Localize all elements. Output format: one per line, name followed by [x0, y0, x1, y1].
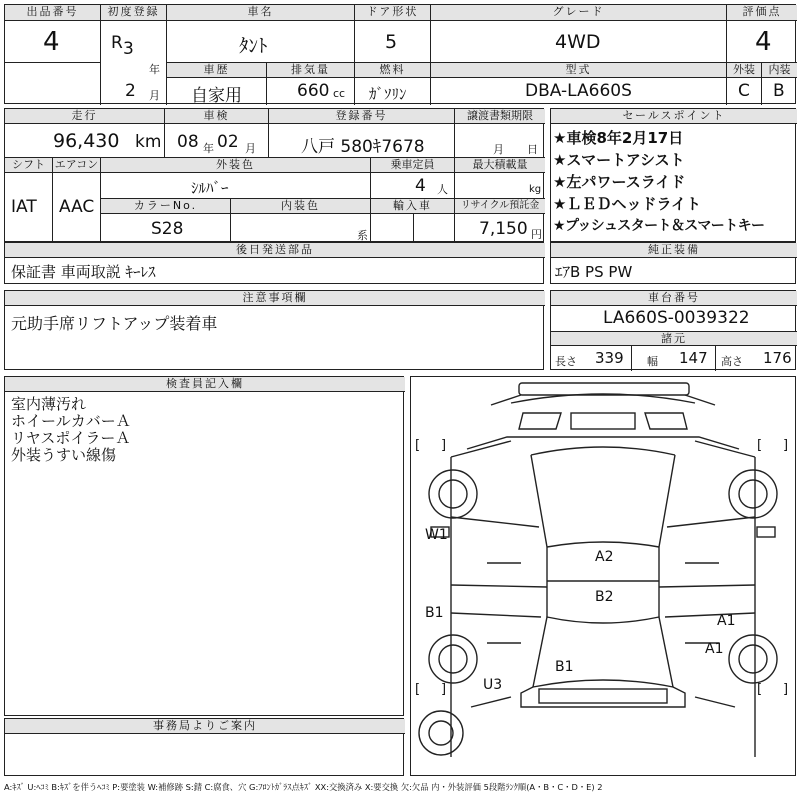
- first-reg-label: 初度登録: [101, 5, 167, 21]
- front-pillars: [451, 441, 755, 457]
- model: DBA-LA660S: [525, 81, 632, 101]
- rear-right-wheel: [729, 635, 777, 683]
- ext-color-cell: [101, 173, 371, 199]
- svg-text:[: [: [415, 438, 421, 453]
- damage-mark: B1: [425, 605, 444, 621]
- history-label: 車歴: [167, 63, 267, 78]
- inspector-line: 室内薄汚れ: [11, 395, 87, 413]
- transfer-cell: [455, 124, 545, 158]
- model-cell: [431, 78, 727, 105]
- aircon-label: エアコン: [53, 158, 101, 173]
- aircon: AAC: [59, 197, 95, 217]
- spec-divider-1: [631, 346, 632, 371]
- front-grille: [571, 413, 635, 429]
- shift: IAT: [11, 197, 37, 217]
- ext-color: ｼﾙﾊﾞｰ: [191, 179, 229, 197]
- svg-text:]: ]: [441, 682, 447, 697]
- history-cell: [167, 78, 267, 105]
- load-cell: [455, 173, 545, 199]
- office-box: [4, 718, 404, 776]
- lot-blank-cell: [5, 63, 101, 105]
- door-divider: [451, 585, 755, 587]
- displacement-cell: [267, 78, 355, 105]
- capacity-unit: 人: [437, 183, 448, 196]
- right-headlight: [645, 413, 687, 429]
- transfer-label: 譲渡書類期限: [455, 109, 545, 124]
- rear-left-wheel: [429, 635, 477, 683]
- recycle-cell: [455, 214, 545, 243]
- svg-text:]: ]: [783, 438, 789, 453]
- car-name-label: 車名: [167, 5, 355, 21]
- doors-cell: [355, 21, 431, 63]
- width-value: 147: [679, 349, 708, 367]
- notes-box: [4, 290, 544, 370]
- mileage-label: 走行: [5, 109, 165, 124]
- inspection-year-unit: 年: [203, 142, 214, 155]
- fuel-cell: [355, 78, 431, 105]
- windshield-bottom: [547, 542, 659, 547]
- left-headlight: [519, 413, 561, 429]
- front-bumper: [519, 383, 689, 395]
- era: R: [111, 33, 123, 53]
- body-outline-sides: [451, 457, 755, 757]
- chassis-box: [550, 290, 796, 370]
- inspection-month-unit: 月: [245, 142, 256, 155]
- grade: 4WD: [555, 31, 601, 53]
- reg-number: 八戸 580ｷ7678: [301, 137, 425, 157]
- reg-month: 2: [125, 81, 136, 101]
- notes-title: 注意事項欄: [5, 291, 545, 306]
- reg-number-cell: [269, 124, 455, 158]
- damage-mark: A1: [705, 641, 724, 657]
- inspection-month: 02: [217, 132, 239, 152]
- reg-number-label: 登録番号: [269, 109, 455, 124]
- int-color-unit: 系: [357, 229, 368, 242]
- inspector-line: 外装うすい線傷: [11, 446, 117, 464]
- sales-point: ★車検8年2月17日: [553, 129, 684, 147]
- right-mirror: [757, 527, 775, 537]
- sales-point: ★ＬＥＤヘッドライト: [553, 195, 701, 213]
- score-cell: [727, 21, 797, 63]
- length-label: 長さ: [555, 355, 577, 368]
- office-title: 事務局よりご案内: [5, 719, 405, 734]
- front-right-wheel: [729, 470, 777, 518]
- mileage-unit: km: [135, 132, 162, 152]
- inspection-label: 車検: [165, 109, 269, 124]
- fuel: ｶﾞｿﾘﾝ: [369, 85, 407, 103]
- grade-label: グレード: [431, 5, 727, 21]
- model-label: 型式: [431, 63, 727, 78]
- grade-cell: [431, 21, 727, 63]
- exterior-grade: C: [738, 81, 750, 101]
- import-label: 輸入車: [371, 199, 455, 214]
- rear-window: [533, 617, 673, 687]
- inspection-year: 08: [177, 132, 199, 152]
- history: 自家用: [191, 86, 242, 106]
- sales-points-title: セールスポイント: [551, 109, 797, 124]
- lot-label: 出品番号: [5, 5, 101, 21]
- damage-mark: B1: [555, 659, 574, 675]
- sales-point: ★スマートアシスト: [553, 151, 685, 169]
- aircon-cell: [53, 173, 101, 243]
- recycle-label: リサイクル預託金: [455, 199, 545, 214]
- score-label: 評価点: [727, 5, 797, 21]
- first-reg-cell: [101, 21, 167, 105]
- capacity-label: 乗車定員: [371, 158, 455, 173]
- shift-cell: [5, 173, 53, 243]
- chassis-title: 車台番号: [551, 291, 797, 306]
- displacement-label: 排気量: [267, 63, 355, 78]
- height-label: 高さ: [721, 355, 743, 368]
- car-name: ﾀﾝﾄ: [239, 35, 268, 57]
- inspector-line: リヤスポイラーＡ: [11, 429, 131, 447]
- svg-text:[: [: [415, 682, 421, 697]
- transfer-day-unit: 日: [527, 143, 538, 156]
- load-unit: kg: [529, 184, 542, 195]
- header-block: [4, 4, 796, 104]
- load-label: 最大積載量: [455, 158, 545, 173]
- car-diagram: [410, 376, 796, 776]
- month-unit: 月: [149, 89, 160, 102]
- year-unit: 年: [149, 63, 160, 76]
- fuel-label: 燃料: [355, 63, 431, 78]
- color-no-cell: [101, 214, 231, 243]
- sales-point: ★プッシュスタート＆スマートキー: [553, 218, 765, 234]
- sales-points-box: [550, 108, 796, 242]
- door-label: ドア形状: [355, 5, 431, 21]
- import-cell: [371, 214, 455, 243]
- rear-bumper: [539, 689, 667, 703]
- width-label: 幅: [647, 355, 658, 368]
- displacement: 660: [297, 81, 330, 101]
- int-color-label: 内装色: [231, 199, 371, 214]
- sales-point: ★左パワースライド: [553, 173, 686, 191]
- interior-grade-cell: [762, 78, 797, 105]
- exterior-grade-cell: [727, 78, 762, 105]
- inspector-box: [4, 376, 404, 716]
- int-color-cell: [231, 214, 371, 243]
- legend: A:ｷｽﾞ U:ﾍｺﾐ B:ｷｽﾞを伴うﾍｺﾐ P:要塗装 W:補修跡 S:錆 C:腐食、穴 G:ﾌﾛﾝﾄｶﾞﾗｽ点ｷｽﾞ XX:交換済み X:要交換 欠:欠品 内・外装評価 5段階ﾗﾝｸ順(A・B・C・D・E) 2: [4, 782, 603, 792]
- mileage-cell: [5, 124, 165, 158]
- exterior-grade-label: 外装: [727, 63, 762, 78]
- rear-corners: [471, 697, 735, 707]
- genuine-box: [550, 242, 796, 284]
- import-divider: [413, 214, 414, 243]
- later-parts-box: [4, 242, 544, 284]
- later-parts-value: 保証書 車両取説 ｷｰﾚｽ: [11, 263, 156, 281]
- bracket-marks: [415, 438, 788, 697]
- damage-mark: B2: [595, 589, 614, 605]
- windshield-sides: [531, 455, 675, 547]
- color-no: S28: [151, 219, 184, 239]
- score: 4: [755, 27, 772, 57]
- transfer-month-unit: 月: [493, 143, 504, 156]
- front-door-top: [451, 517, 755, 527]
- interior-grade: B: [773, 81, 785, 101]
- damage-mark: U3: [483, 677, 503, 693]
- sales-points-list: [553, 127, 764, 237]
- svg-text:]: ]: [441, 438, 447, 453]
- windshield-top: [531, 447, 675, 455]
- inspector-title: 検査員記入欄: [5, 377, 405, 392]
- spare-left-wheel: [419, 711, 463, 755]
- length-value: 339: [595, 349, 624, 367]
- car-diagram-svg: [411, 377, 795, 775]
- svg-text:[: [: [757, 682, 763, 697]
- reg-year: 3: [123, 39, 134, 59]
- front-left-wheel: [429, 470, 477, 518]
- chassis-number: LA660S-0039322: [603, 308, 750, 328]
- color-no-label: カラーNo.: [101, 199, 231, 214]
- damage-mark: W1: [425, 527, 448, 543]
- genuine-title: 純正装備: [551, 243, 797, 258]
- svg-text:]: ]: [783, 682, 789, 697]
- ext-color-label: 外装色: [101, 158, 371, 173]
- recycle-unit: 円: [531, 228, 542, 241]
- rear-hatch: [521, 687, 685, 707]
- notes-value: 元助手席リフトアップ装着車: [11, 314, 218, 333]
- later-parts-title: 後日発送部品: [5, 243, 545, 258]
- spec-title: 諸元: [551, 331, 797, 346]
- inspector-line: ホイールカバーＡ: [11, 412, 131, 430]
- damage-mark: A1: [717, 613, 736, 629]
- genuine-value: ｴｱB PS PW: [555, 263, 633, 281]
- inspector-notes: [11, 396, 131, 464]
- inspection-cell: [165, 124, 269, 158]
- height-value: 176: [763, 349, 792, 367]
- doors: 5: [385, 31, 398, 53]
- svg-text:[: [: [757, 438, 763, 453]
- recycle: 7,150: [479, 219, 528, 239]
- lot-number-cell: [5, 21, 101, 63]
- lot-number: 4: [43, 27, 60, 57]
- shift-label: シフト: [5, 158, 53, 173]
- mileage: 96,430: [53, 130, 120, 152]
- capacity-cell: [371, 173, 455, 199]
- rear-door-lines: [451, 613, 755, 617]
- spec-divider-2: [715, 346, 716, 371]
- displacement-unit: cc: [333, 87, 346, 100]
- details-block: [4, 108, 544, 242]
- damage-mark: A2: [595, 549, 614, 565]
- capacity: 4: [415, 176, 426, 196]
- interior-grade-label: 内装: [762, 63, 797, 78]
- car-name-cell: [167, 21, 355, 63]
